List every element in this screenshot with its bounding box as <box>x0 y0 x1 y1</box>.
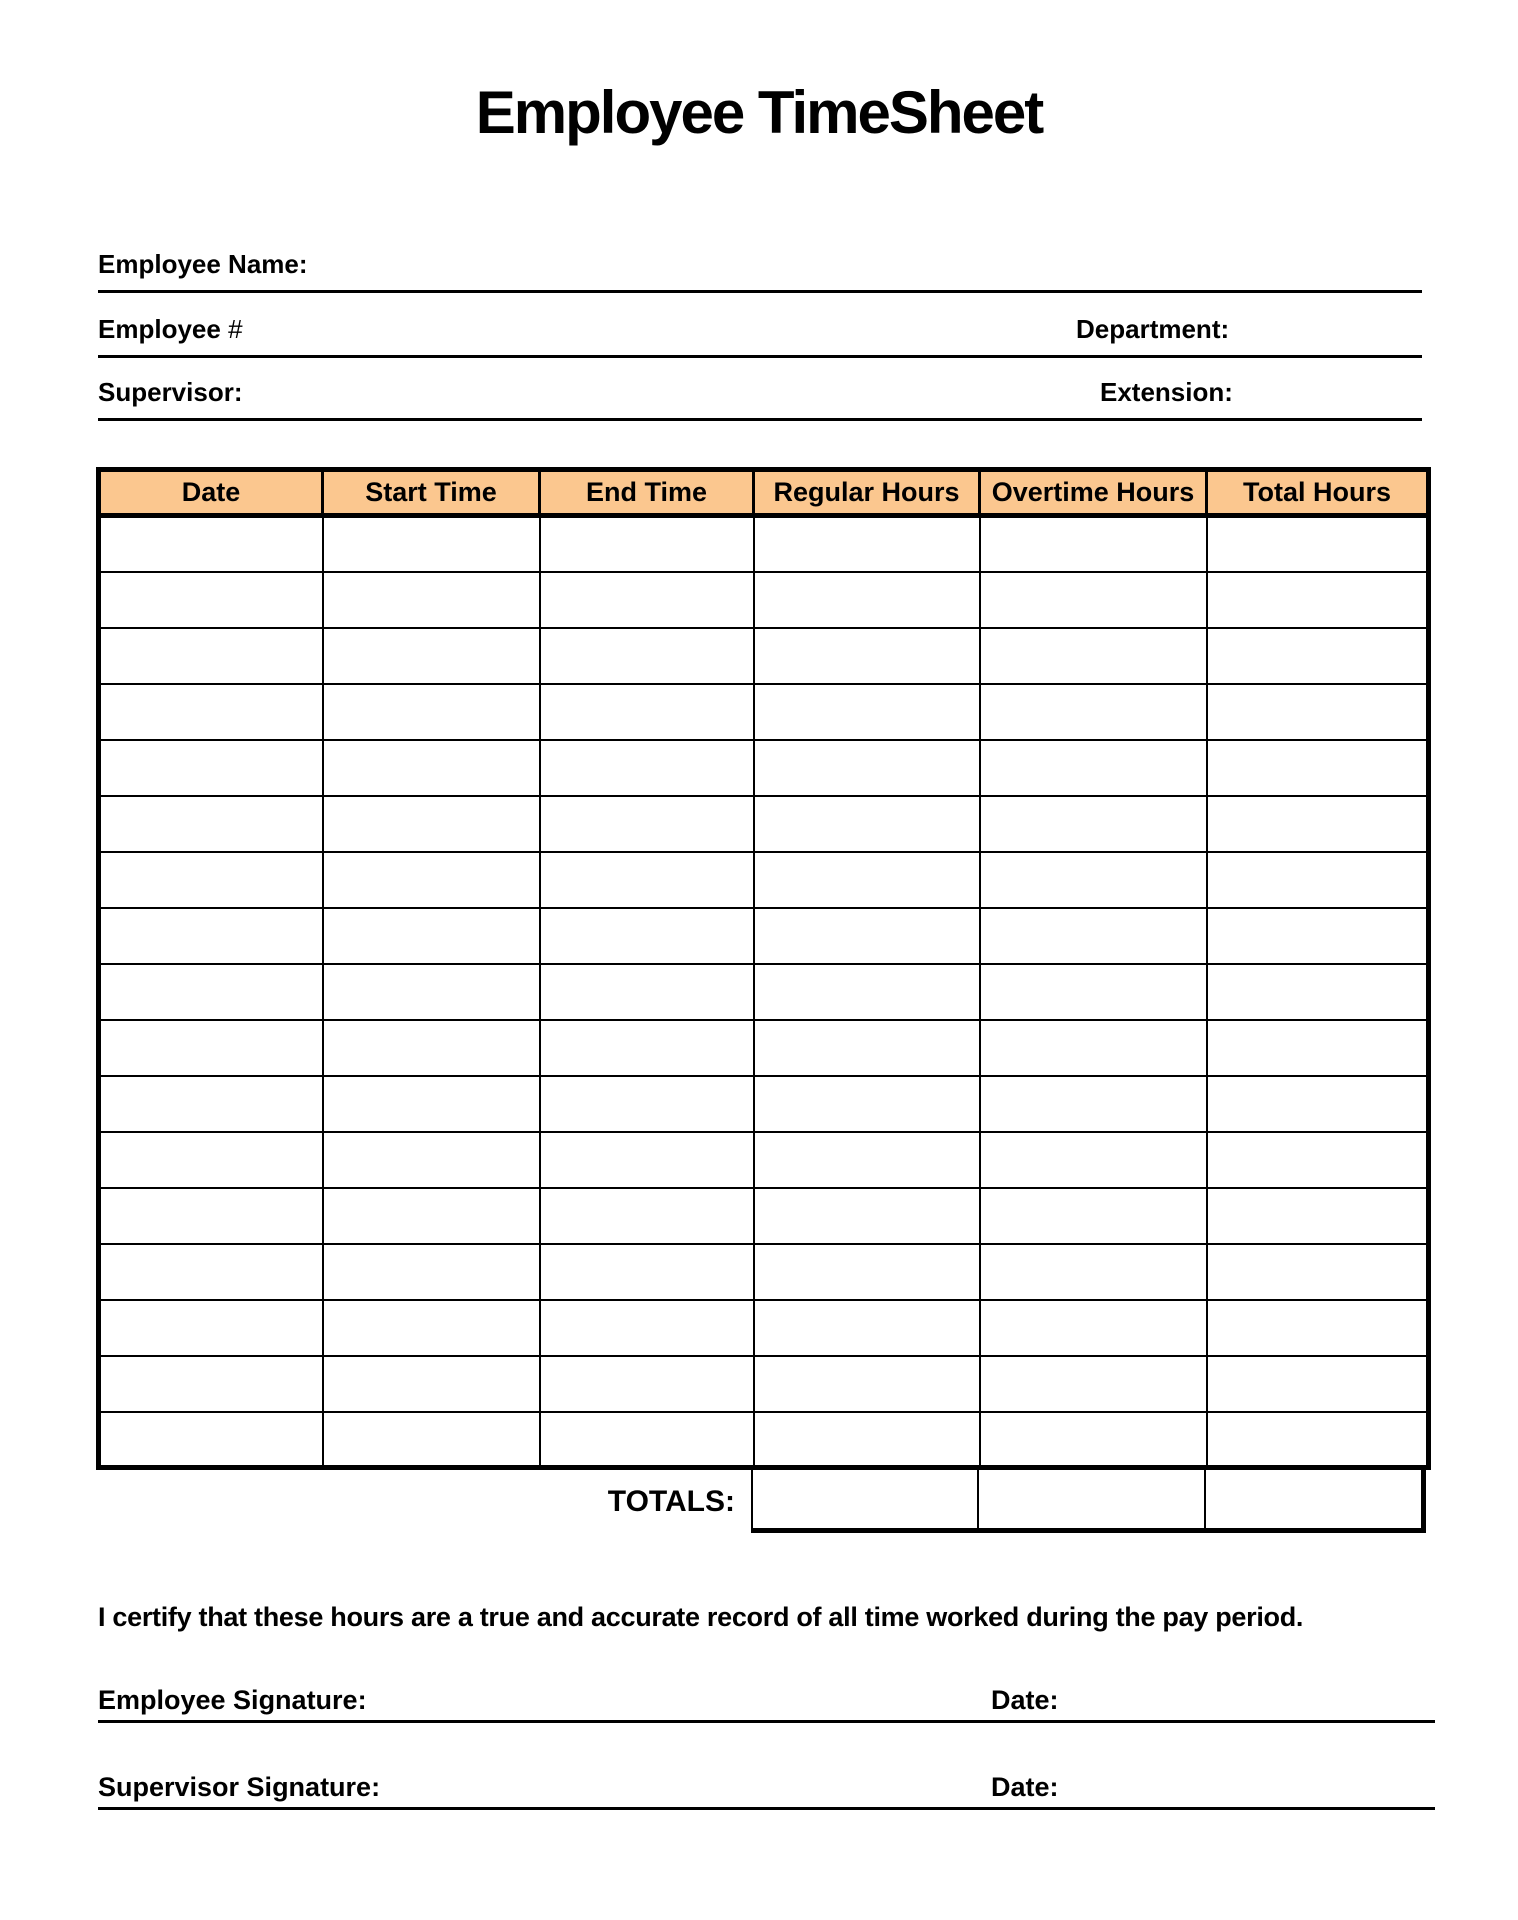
timesheet-cell[interactable] <box>323 1076 540 1132</box>
timesheet-cell[interactable] <box>754 740 980 796</box>
timesheet-row <box>99 1076 1429 1132</box>
timesheet-cell[interactable] <box>980 1412 1207 1468</box>
employee-name-label: Employee Name: <box>98 249 308 279</box>
timesheet-cell[interactable] <box>1207 1188 1429 1244</box>
timesheet-row <box>99 908 1429 964</box>
totals-cells <box>751 1470 1426 1533</box>
timesheet-cell[interactable] <box>99 1356 323 1412</box>
timesheet-cell[interactable] <box>99 1244 323 1300</box>
header-end-time: End Time <box>540 470 754 516</box>
timesheet-cell[interactable] <box>754 1244 980 1300</box>
timesheet-row <box>99 964 1429 1020</box>
timesheet-cell[interactable] <box>540 516 754 572</box>
header-date: Date <box>99 470 323 516</box>
employee-signature-field <box>98 1680 1435 1723</box>
timesheet-cell[interactable] <box>754 908 980 964</box>
timesheet-cell[interactable] <box>323 1412 540 1468</box>
timesheet-row <box>99 1132 1429 1188</box>
timesheet-cell[interactable] <box>540 740 754 796</box>
timesheet-cell[interactable] <box>99 516 323 572</box>
timesheet-cell[interactable] <box>980 1076 1207 1132</box>
totals-cell-overtime-hours[interactable] <box>977 1470 1204 1528</box>
supervisor-signature-field <box>98 1767 1435 1810</box>
totals-cell-regular-hours[interactable] <box>751 1470 977 1528</box>
header-start-time: Start Time <box>323 470 540 516</box>
timesheet-cell[interactable] <box>1207 628 1429 684</box>
timesheet-cell[interactable] <box>1207 796 1429 852</box>
timesheet-cell[interactable] <box>99 1132 323 1188</box>
totals-cell-total-hours[interactable] <box>1204 1470 1421 1528</box>
timesheet-cell[interactable] <box>1207 1300 1429 1356</box>
timesheet-cell[interactable] <box>754 1020 980 1076</box>
timesheet-cell[interactable] <box>99 628 323 684</box>
timesheet-row <box>99 796 1429 852</box>
timesheet-row <box>99 572 1429 628</box>
employee-signature-line[interactable] <box>367 1680 1435 1720</box>
timesheet-cell[interactable] <box>754 964 980 1020</box>
timesheet-cell[interactable] <box>980 572 1207 628</box>
timesheet-cell[interactable] <box>980 852 1207 908</box>
timesheet-cell[interactable] <box>980 796 1207 852</box>
timesheet-cell[interactable] <box>99 1188 323 1244</box>
timesheet-row <box>99 628 1429 684</box>
timesheet-cell[interactable] <box>754 1356 980 1412</box>
header-overtime-hours: Overtime Hours <box>980 470 1207 516</box>
timesheet-cell[interactable] <box>540 572 754 628</box>
timesheet-cell[interactable] <box>540 852 754 908</box>
supervisor-date-label: Date: <box>991 1772 1059 1802</box>
employee-number-field <box>98 310 1422 358</box>
timesheet-cell[interactable] <box>1207 1020 1429 1076</box>
timesheet-row <box>99 1300 1429 1356</box>
timesheet-cell[interactable] <box>980 1188 1207 1244</box>
timesheet-cell[interactable] <box>1207 1356 1429 1412</box>
extension-label: Extension: <box>1100 377 1233 407</box>
supervisor-value-area[interactable] <box>243 373 1423 418</box>
supervisor-signature-line[interactable] <box>380 1767 1435 1807</box>
timesheet-cell[interactable] <box>1207 964 1429 1020</box>
timesheet-cell[interactable] <box>754 516 980 572</box>
timesheet-cell[interactable] <box>980 684 1207 740</box>
timesheet-cell[interactable] <box>323 852 540 908</box>
timesheet-cell[interactable] <box>540 1188 754 1244</box>
timesheet-cell[interactable] <box>754 1300 980 1356</box>
supervisor-field <box>98 373 1422 421</box>
timesheet-cell[interactable] <box>754 1188 980 1244</box>
timesheet-cell[interactable] <box>980 964 1207 1020</box>
supervisor-signature-label: Supervisor Signature: <box>98 1772 381 1802</box>
header-total-hours: Total Hours <box>1207 470 1429 516</box>
timesheet-cell[interactable] <box>754 852 980 908</box>
timesheet-cell[interactable] <box>1207 1412 1429 1468</box>
department-label: Department: <box>1076 314 1230 344</box>
timesheet-cell[interactable] <box>99 1076 323 1132</box>
timesheet-cell[interactable] <box>323 684 540 740</box>
timesheet-cell[interactable] <box>323 572 540 628</box>
timesheet-row <box>99 1188 1429 1244</box>
timesheet-cell[interactable] <box>99 796 323 852</box>
timesheet-cell[interactable] <box>323 1020 540 1076</box>
timesheet-row <box>99 1244 1429 1300</box>
timesheet-cell[interactable] <box>1207 908 1429 964</box>
timesheet-cell[interactable] <box>540 964 754 1020</box>
timesheet-cell[interactable] <box>1207 1076 1429 1132</box>
timesheet-cell[interactable] <box>323 964 540 1020</box>
timesheet-cell[interactable] <box>754 1076 980 1132</box>
employee-signature-label: Employee Signature: <box>98 1685 367 1715</box>
totals-spacer <box>96 1470 751 1533</box>
timesheet-table-wrap <box>96 467 1426 1533</box>
timesheet-body <box>99 516 1429 1468</box>
timesheet-cell[interactable] <box>99 684 323 740</box>
timesheet-cell[interactable] <box>980 1244 1207 1300</box>
employee-number-label: Employee # <box>98 314 243 344</box>
timesheet-cell[interactable] <box>323 1188 540 1244</box>
timesheet-cell[interactable] <box>1207 852 1429 908</box>
timesheet-cell[interactable] <box>540 1132 754 1188</box>
timesheet-cell[interactable] <box>754 628 980 684</box>
timesheet-cell[interactable] <box>1207 1132 1429 1188</box>
timesheet-cell[interactable] <box>540 628 754 684</box>
certification-statement: I certify that these hours are a true and accurate record of all time worked during the pay period. <box>98 1602 1304 1632</box>
timesheet-row <box>99 1356 1429 1412</box>
timesheet-cell[interactable] <box>980 1300 1207 1356</box>
timesheet-cell[interactable] <box>323 516 540 572</box>
timesheet-cell[interactable] <box>540 796 754 852</box>
totals-label: TOTALS: <box>607 1484 735 1518</box>
timesheet-cell[interactable] <box>540 1076 754 1132</box>
timesheet-cell[interactable] <box>540 908 754 964</box>
timesheet-cell[interactable] <box>1207 740 1429 796</box>
timesheet-cell[interactable] <box>99 1020 323 1076</box>
timesheet-cell[interactable] <box>540 684 754 740</box>
timesheet-cell[interactable] <box>754 684 980 740</box>
timesheet-cell[interactable] <box>1207 572 1429 628</box>
timesheet-cell[interactable] <box>754 1412 980 1468</box>
timesheet-table <box>96 467 1431 1470</box>
timesheet-row <box>99 684 1429 740</box>
header-regular-hours: Regular Hours <box>754 470 980 516</box>
employee-number-value-area[interactable] <box>243 310 1422 355</box>
timesheet-cell[interactable] <box>323 1300 540 1356</box>
timesheet-row <box>99 1412 1429 1468</box>
timesheet-cell[interactable] <box>323 628 540 684</box>
timesheet-cell[interactable] <box>540 1356 754 1412</box>
timesheet-cell[interactable] <box>1207 516 1429 572</box>
timesheet-cell[interactable] <box>99 852 323 908</box>
timesheet-cell[interactable] <box>980 740 1207 796</box>
timesheet-cell[interactable] <box>323 908 540 964</box>
timesheet-cell[interactable] <box>754 796 980 852</box>
timesheet-cell[interactable] <box>980 1356 1207 1412</box>
timesheet-cell[interactable] <box>980 1132 1207 1188</box>
timesheet-cell[interactable] <box>323 740 540 796</box>
timesheet-row <box>99 740 1429 796</box>
timesheet-cell[interactable] <box>980 516 1207 572</box>
timesheet-cell[interactable] <box>323 1244 540 1300</box>
timesheet-cell[interactable] <box>323 1132 540 1188</box>
timesheet-cell[interactable] <box>99 908 323 964</box>
timesheet-cell[interactable] <box>540 1300 754 1356</box>
timesheet-cell[interactable] <box>323 1356 540 1412</box>
timesheet-row <box>99 516 1429 572</box>
totals-row <box>96 1470 1426 1533</box>
timesheet-cell[interactable] <box>323 796 540 852</box>
page-title: Employee TimeSheet <box>475 79 1043 146</box>
employee-name-field <box>98 245 1422 293</box>
timesheet-header-row <box>99 470 1429 516</box>
employee-date-label: Date: <box>991 1685 1059 1715</box>
timesheet-cell[interactable] <box>99 740 323 796</box>
timesheet-cell[interactable] <box>754 1132 980 1188</box>
timesheet-cell[interactable] <box>1207 1244 1429 1300</box>
timesheet-cell[interactable] <box>754 572 980 628</box>
timesheet-cell[interactable] <box>1207 684 1429 740</box>
timesheet-cell[interactable] <box>540 1412 754 1468</box>
supervisor-label: Supervisor: <box>98 377 243 407</box>
timesheet-cell[interactable] <box>99 1300 323 1356</box>
timesheet-cell[interactable] <box>980 628 1207 684</box>
timesheet-cell[interactable] <box>980 908 1207 964</box>
timesheet-cell[interactable] <box>540 1020 754 1076</box>
timesheet-row <box>99 852 1429 908</box>
hash-symbol: # <box>228 314 243 344</box>
timesheet-row <box>99 1020 1429 1076</box>
timesheet-cell[interactable] <box>540 1244 754 1300</box>
timesheet-cell[interactable] <box>99 1412 323 1468</box>
timesheet-cell[interactable] <box>99 964 323 1020</box>
timesheet-cell[interactable] <box>99 572 323 628</box>
employee-name-value-area[interactable] <box>308 245 1422 290</box>
timesheet-cell[interactable] <box>980 1020 1207 1076</box>
